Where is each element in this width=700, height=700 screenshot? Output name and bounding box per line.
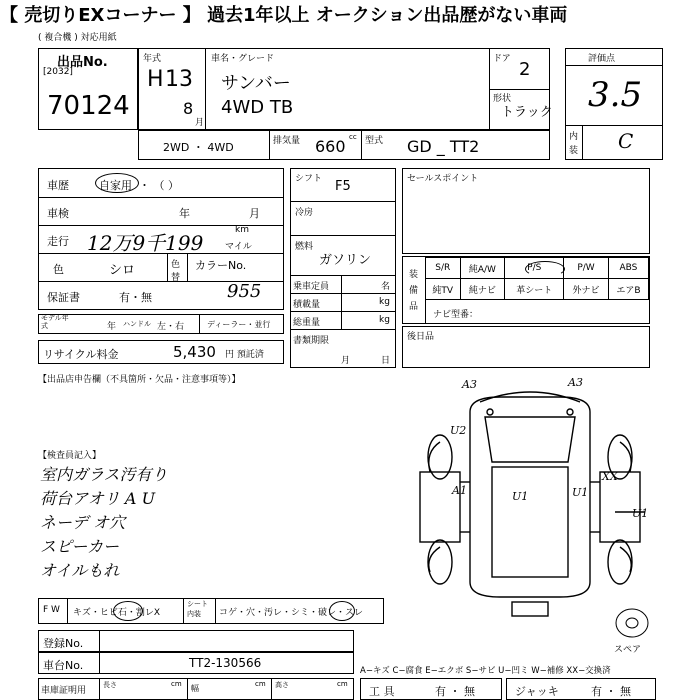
type-label: 型式 bbox=[365, 136, 384, 146]
equip-pw: P/W bbox=[564, 258, 609, 279]
model-grade: 4WD TB bbox=[221, 97, 294, 118]
displacement-cc: cc bbox=[349, 133, 357, 141]
tools-value: 有 ・ 無 bbox=[435, 685, 475, 698]
equipment-label-2: 備 bbox=[409, 286, 419, 296]
model-year-row bbox=[38, 314, 284, 334]
year-month: 8 bbox=[183, 99, 194, 118]
inspector-notes bbox=[40, 462, 380, 582]
seat-label-1: シート bbox=[187, 600, 208, 608]
recycle-unit: 円 預託済 bbox=[225, 350, 264, 360]
inspector-note: オイルもれ bbox=[40, 561, 120, 580]
mark-a3-right: A3 bbox=[568, 376, 583, 389]
interior-label-2: 装 bbox=[569, 146, 579, 156]
dealer-label: ディーラー・並行 bbox=[207, 320, 271, 329]
history-label: 車歴 bbox=[47, 179, 69, 192]
certificate-height: 高さ bbox=[275, 681, 289, 689]
mark-u1-side: U1 bbox=[632, 507, 649, 520]
inspection-year: 年 bbox=[179, 207, 190, 220]
lot-number: 70124 bbox=[47, 91, 130, 121]
mark-a1: A1 bbox=[452, 484, 467, 497]
registration-label: 登録No. bbox=[43, 637, 84, 650]
interior-value: C bbox=[618, 129, 634, 153]
passengers-label: 乗車定員 bbox=[293, 282, 330, 292]
seat-items: コゲ・穴・汚レ・シミ・破レ・スレ bbox=[219, 608, 364, 618]
certificate-label: 車庫証明用 bbox=[41, 686, 87, 696]
shift-label: シフト bbox=[295, 174, 323, 184]
color-no-value: 955 bbox=[227, 281, 262, 302]
drive-options: 2WD ・ 4WD bbox=[163, 141, 234, 154]
handle-value: 左・右 bbox=[157, 322, 185, 332]
spare-tire-icon bbox=[612, 606, 652, 640]
equip-leather: 革シート bbox=[505, 279, 564, 300]
color-no-label: カラーNo. bbox=[195, 259, 247, 272]
inspection-label: 車検 bbox=[47, 207, 69, 220]
navi-label: ナビ型番： bbox=[433, 310, 479, 320]
warranty-label: 保証書 bbox=[47, 291, 80, 304]
tools-label: 工 具 bbox=[369, 685, 395, 698]
door-label: ドア bbox=[493, 54, 511, 64]
exhibitor-note-label: 【出品店申告欄（不具箇所・欠品・注意事項等）】 bbox=[38, 375, 241, 385]
model-year-label: モデル年式 bbox=[41, 314, 69, 330]
top-info-box bbox=[138, 48, 553, 130]
lot-sub: [2032] bbox=[43, 67, 73, 77]
certificate-row bbox=[38, 678, 354, 700]
recycle-value: 5,430 bbox=[173, 343, 216, 361]
lot-box bbox=[38, 48, 138, 130]
jack-box bbox=[506, 678, 656, 700]
certificate-height-unit: cm bbox=[337, 680, 348, 688]
equip-tv: 純TV bbox=[426, 279, 461, 300]
load-label: 積載量 bbox=[293, 300, 321, 310]
jack-value: 有 ・ 無 bbox=[591, 685, 631, 698]
equipment-box bbox=[402, 256, 650, 324]
mark-a3-left: A3 bbox=[462, 378, 477, 391]
equip-navi: 純ナビ bbox=[460, 279, 505, 300]
inspection-month: 月 bbox=[249, 207, 260, 220]
body-value: トラック bbox=[501, 105, 553, 120]
equipment-label-3: 品 bbox=[409, 302, 419, 312]
deadline-day: 日 bbox=[381, 356, 391, 366]
recycle-label: リサイクル料金 bbox=[43, 348, 119, 361]
equip-aw: 純A/W bbox=[460, 258, 505, 279]
deadline-label: 書類期限 bbox=[293, 336, 330, 346]
chassis-row bbox=[38, 652, 354, 674]
fuel-value: ガソリン bbox=[319, 253, 372, 268]
year-month-unit: 月 bbox=[195, 118, 205, 128]
equip-abs: ABS bbox=[608, 258, 648, 279]
shift-value: F5 bbox=[335, 179, 351, 194]
chassis-value: TT2-130566 bbox=[189, 656, 262, 670]
lot-label: 出品No. bbox=[57, 55, 108, 70]
spare-label: スペア bbox=[614, 645, 642, 655]
registration-row bbox=[38, 630, 354, 652]
damage-legend: A−キズ C−腐食 E−エクボ S−サビ U−凹ミ W−補修 XX−交換済 bbox=[360, 666, 611, 676]
mark-u1-right: U1 bbox=[572, 486, 589, 499]
mark-xx: XX bbox=[602, 470, 618, 483]
fw-label: F W bbox=[43, 605, 60, 615]
mark-u1-center: U1 bbox=[512, 490, 529, 503]
displacement-value: 660 bbox=[315, 137, 346, 156]
equip-sr: S/R bbox=[426, 258, 461, 279]
inspector-note: スピーカー bbox=[40, 537, 120, 556]
color-change-label: 色替 bbox=[171, 260, 181, 283]
equip-ext-navi: 外ナビ bbox=[564, 279, 609, 300]
gross-label: 総重量 bbox=[293, 318, 321, 328]
year-value: 13 bbox=[165, 67, 193, 92]
certificate-width-unit: cm bbox=[255, 680, 266, 688]
passengers-unit: 名 bbox=[381, 282, 391, 292]
chassis-label: 車台No. bbox=[43, 659, 84, 672]
color-label: 色 bbox=[53, 263, 64, 276]
car-diagram bbox=[400, 372, 660, 622]
tools-box bbox=[360, 678, 502, 700]
condition-row bbox=[38, 598, 384, 624]
ac-label: 冷房 bbox=[295, 208, 314, 218]
year-label: 年式 bbox=[143, 54, 162, 64]
sales-point-label: セールスポイント bbox=[407, 174, 479, 184]
shift-box bbox=[290, 168, 396, 368]
history-value: 自家用 bbox=[99, 179, 132, 192]
certificate-length-unit: cm bbox=[171, 680, 182, 688]
inspector-note: 荷台アオリ A U bbox=[40, 489, 156, 508]
rating-score: 3.5 bbox=[588, 75, 643, 115]
deadline-month: 月 bbox=[341, 356, 351, 366]
model-name: サンバー bbox=[221, 73, 291, 94]
handle-label: ハンドル bbox=[123, 320, 151, 328]
equipment-label-1: 装 bbox=[409, 270, 419, 280]
color-value: シロ bbox=[109, 263, 136, 278]
drive-row bbox=[138, 130, 550, 160]
post-date-label: 後日品 bbox=[407, 332, 435, 342]
mileage-km: km bbox=[235, 225, 249, 235]
fuel-label: 燃料 bbox=[295, 242, 314, 252]
inspector-note: 室内ガラス汚有り bbox=[40, 465, 168, 484]
rating-label: 評価点 bbox=[588, 54, 616, 64]
inspector-note: ネーデ オ穴 bbox=[40, 513, 126, 532]
fw-items: キズ・ヒビ石・割レX bbox=[73, 608, 160, 618]
header-title: 【 売切りEXコーナー 】 過去1年以上 オークション出品歴がない車両 bbox=[0, 5, 568, 26]
mileage-value: 12万9千199 bbox=[87, 231, 204, 255]
model-label: 車名・グレード bbox=[211, 54, 275, 64]
door-value: 2 bbox=[519, 59, 531, 80]
seat-label-2: 内装 bbox=[187, 610, 201, 618]
model-year-unit: 年 bbox=[107, 322, 117, 332]
certificate-length: 長さ bbox=[103, 681, 117, 689]
equip-ps: P/S bbox=[505, 258, 564, 279]
displacement-label: 排気量 bbox=[273, 136, 301, 146]
warranty-value: 有・無 bbox=[119, 291, 152, 304]
gross-unit: kg bbox=[379, 315, 390, 325]
load-unit: kg bbox=[379, 297, 390, 307]
sales-point-box bbox=[402, 168, 650, 254]
mileage-mile: マイル bbox=[225, 242, 252, 252]
recycle-row bbox=[38, 340, 284, 364]
post-date-box bbox=[402, 326, 650, 368]
interior-label-1: 内 bbox=[569, 132, 579, 142]
year-era: H bbox=[147, 67, 164, 92]
body-label: 形状 bbox=[493, 94, 512, 104]
history-rest: ・ （ ） bbox=[139, 179, 179, 192]
details-box bbox=[38, 168, 284, 310]
type-value: GD _ TT2 bbox=[407, 137, 480, 156]
mark-u2: U2 bbox=[450, 424, 467, 437]
jack-label: ジャッキ bbox=[515, 685, 559, 698]
certificate-width: 幅 bbox=[191, 684, 199, 693]
equip-airbag: エアB bbox=[608, 279, 648, 300]
inspector-label: 【検査員記入】 bbox=[38, 451, 102, 461]
header-subtitle: ( 複合機 ) 対応用紙 bbox=[38, 33, 117, 43]
mileage-label: 走行 bbox=[47, 235, 69, 248]
rating-box bbox=[565, 48, 663, 160]
